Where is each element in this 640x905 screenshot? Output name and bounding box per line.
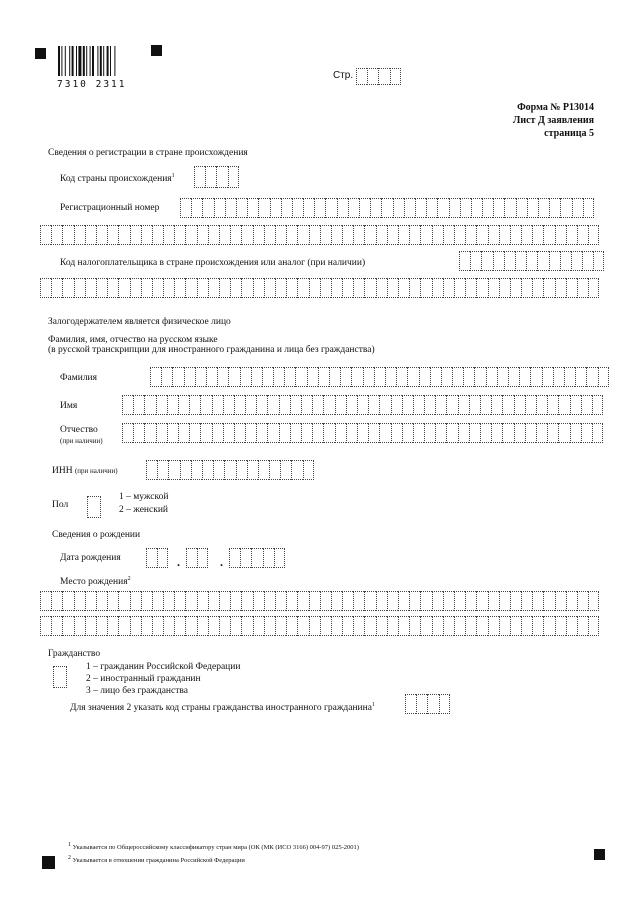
- inn-note: (при наличии): [74, 467, 118, 475]
- citizenship-country-cells[interactable]: [405, 694, 450, 714]
- birth-date-label: Дата рождения: [60, 553, 121, 563]
- page-title: страница 5: [544, 128, 594, 139]
- citizenship-option-3: 3 – лицо без гражданства: [86, 686, 188, 696]
- name-cells[interactable]: [122, 395, 603, 415]
- taxpayer-code-cells-row2[interactable]: [40, 278, 599, 298]
- barcode-number: 7310 2311: [57, 79, 127, 90]
- country-code-label-text: Код страны происхождения: [60, 174, 172, 185]
- footnote-2-text: Указывается в отношении гражданина Российской Федерации: [72, 857, 245, 865]
- date-separator: .: [220, 555, 223, 569]
- reg-number-label: Регистрационный номер: [60, 203, 160, 213]
- pledgee-title: Залогодержателем является физическое лицо: [48, 317, 231, 327]
- fio-line2: (в русской транскрипции для иностранного гражданина и лица без гражданства): [48, 345, 375, 355]
- registration-section-title: Сведения о регистрации в стране происхождения: [48, 148, 248, 158]
- inn-label: [52, 466, 118, 476]
- patronymic-note: (при наличии): [60, 437, 103, 445]
- birth-place-cells-row2[interactable]: [40, 616, 599, 636]
- date-separator: .: [177, 555, 180, 569]
- footnote-ref-1: 1: [371, 702, 375, 708]
- corner-marker-top-left: [35, 48, 46, 59]
- sex-option-male: 1 – мужской: [119, 492, 169, 502]
- footnote-1-text: Указывается по Общероссийскому классификатору стран мира (ОК (МК (ИСО 3166) 004-97) 025-2001): [72, 844, 359, 852]
- name-label: Имя: [60, 401, 78, 411]
- birth-place-label: [60, 576, 131, 587]
- taxpayer-code-label: Код налогоплательщика в стране происхождения или аналог (при наличии): [60, 258, 366, 268]
- citizenship-option-2: 2 – иностранный гражданин: [86, 674, 201, 684]
- footnote-ref-1: 1: [171, 173, 175, 179]
- foreign-country-note-text: Для значения 2 указать код страны гражданства иностранного гражданина: [70, 703, 372, 714]
- surname-cells[interactable]: [150, 367, 609, 387]
- page-number-cells[interactable]: [356, 68, 401, 85]
- footnote-1-number: 1: [68, 842, 71, 848]
- patronymic-cells[interactable]: [122, 423, 603, 443]
- birth-day-cells[interactable]: [146, 548, 168, 568]
- form-title: Форма № Р13014: [517, 102, 594, 113]
- footnote-1: [68, 842, 359, 851]
- sex-cell[interactable]: [87, 496, 101, 518]
- sheet-title: Лист Д заявления: [512, 115, 594, 126]
- reg-number-cells-row2[interactable]: [40, 225, 599, 245]
- taxpayer-code-cells-row1[interactable]: [459, 251, 604, 271]
- corner-marker-bottom-right: [594, 849, 605, 860]
- foreign-country-note: [70, 702, 375, 713]
- inn-cells[interactable]: [146, 460, 314, 480]
- corner-marker-top-right: [151, 45, 162, 56]
- footnote-2-number: 2: [68, 855, 71, 861]
- birth-place-cells-row1[interactable]: [40, 591, 599, 611]
- inn-label-text: ИНН: [52, 466, 73, 476]
- country-code-cells[interactable]: [194, 166, 239, 188]
- citizenship-title: Гражданство: [48, 649, 101, 659]
- birth-month-cells[interactable]: [186, 548, 208, 568]
- patronymic-label: Отчество: [60, 425, 98, 435]
- birth-year-cells[interactable]: [229, 548, 285, 568]
- surname-label: Фамилия: [60, 373, 98, 383]
- reg-number-cells-row1[interactable]: [180, 198, 594, 218]
- country-code-label: [60, 173, 175, 184]
- sex-label: Пол: [52, 500, 69, 510]
- fio-line1: Фамилия, имя, отчество на русском языке: [48, 335, 218, 345]
- citizenship-cell[interactable]: [53, 666, 67, 688]
- citizenship-option-1: 1 – гражданин Российской Федерации: [86, 662, 241, 672]
- footnote-2: [68, 855, 245, 864]
- sex-option-female: 2 – женский: [119, 505, 168, 515]
- birth-section-title: Сведения о рождении: [52, 530, 141, 540]
- footnote-ref-2: 2: [127, 576, 131, 582]
- corner-marker-bottom-left: [42, 856, 55, 869]
- birth-place-label-text: Место рождения: [60, 577, 128, 588]
- barcode: [58, 46, 138, 76]
- page-label: Стр.: [333, 70, 354, 81]
